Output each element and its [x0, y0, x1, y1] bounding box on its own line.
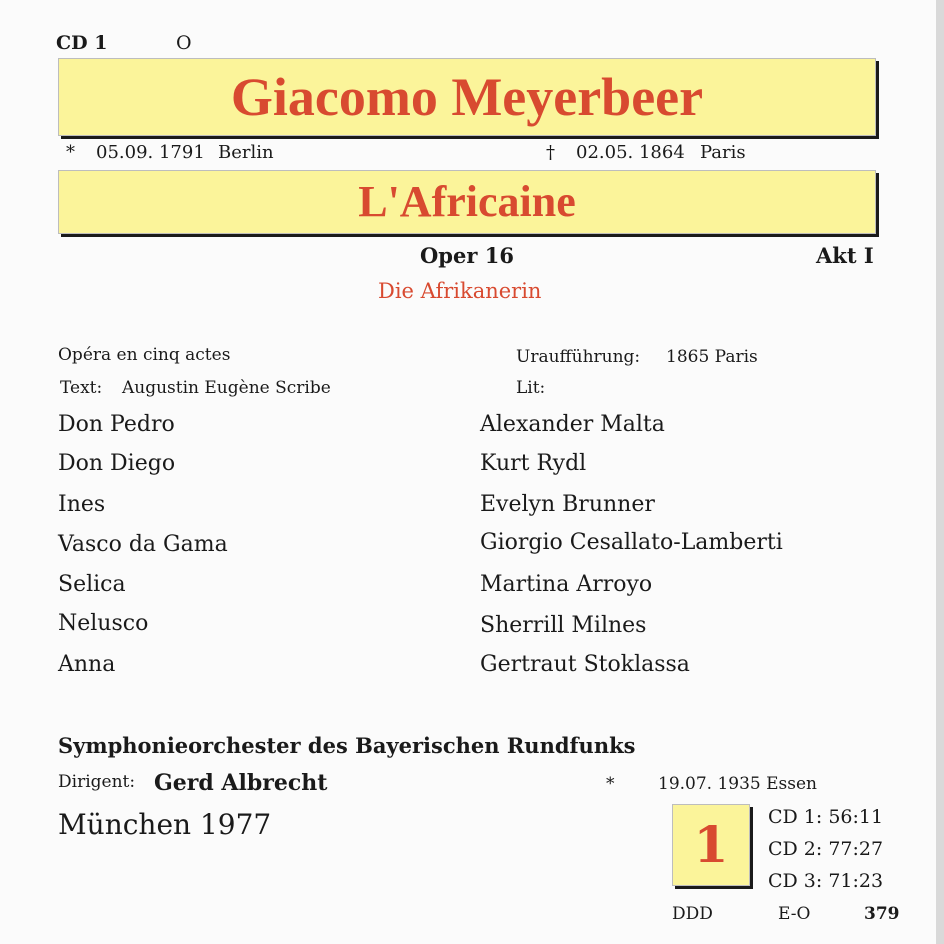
cast-role: Selica	[58, 572, 126, 597]
cast-role: Nelusco	[58, 611, 149, 636]
catalog-number: 379	[864, 904, 900, 924]
librettist: Augustin Eugène Scribe	[122, 378, 331, 398]
cast-role: Don Diego	[58, 451, 176, 476]
opera-number: Oper 16	[420, 243, 514, 268]
opera-title-box	[58, 170, 876, 234]
cast-singer: Kurt Rydl	[480, 451, 587, 476]
page-edge	[936, 0, 944, 944]
cd-marker: O	[176, 32, 192, 54]
disc-number-box	[672, 804, 750, 886]
disc-duration: CD 3: 71:23	[768, 870, 884, 892]
text-label: Text:	[60, 378, 103, 398]
record-label: E-O	[778, 904, 811, 924]
disc-duration: CD 2: 77:27	[768, 838, 884, 860]
death-date: 02.05. 1864	[576, 142, 685, 163]
cast-singer: Gertraut Stoklassa	[480, 652, 690, 677]
birth-date: 05.09. 1791	[96, 142, 205, 163]
recording-place-year: München 1977	[58, 808, 272, 841]
lit-label: Lit:	[516, 378, 546, 398]
conductor-name: Gerd Albrecht	[154, 770, 328, 796]
orchestra: Symphonieorchester des Bayerischen Rundfunks	[58, 733, 636, 758]
opera-act: Akt I	[816, 243, 874, 268]
birth-symbol: *	[66, 142, 75, 163]
disc-duration: CD 1: 56:11	[768, 806, 884, 828]
cast-singer: Evelyn Brunner	[480, 492, 655, 517]
audio-format: DDD	[672, 904, 713, 924]
premiere-value: 1865 Paris	[666, 347, 758, 367]
conductor-label: Dirigent:	[58, 772, 136, 792]
cast-role: Vasco da Gama	[58, 532, 228, 557]
cast-singer: Sherrill Milnes	[480, 613, 647, 638]
conductor-birth: 19.07. 1935 Essen	[658, 774, 818, 794]
disc-number: 1	[693, 815, 729, 874]
cast-role: Anna	[58, 652, 116, 677]
death-place: Paris	[700, 142, 746, 163]
conductor-birth-symbol: *	[606, 774, 615, 794]
cast-singer: Alexander Malta	[480, 412, 665, 437]
opera-subtitle: Die Afrikanerin	[378, 279, 542, 303]
genre: Opéra en cinq actes	[58, 345, 231, 365]
composer-name-box	[58, 58, 876, 136]
cd-label: CD 1	[56, 32, 108, 54]
premiere-label: Uraufführung:	[516, 347, 641, 367]
cast-role: Don Pedro	[58, 412, 175, 437]
cast-singer: Martina Arroyo	[480, 572, 653, 597]
death-symbol: †	[546, 142, 555, 163]
cast-singer: Giorgio Cesallato-Lamberti	[480, 530, 783, 555]
opera-title: L'Africaine	[358, 177, 576, 226]
composer-name: Giacomo Meyerbeer	[230, 67, 704, 127]
birth-place: Berlin	[218, 142, 274, 163]
cast-role: Ines	[58, 492, 106, 517]
